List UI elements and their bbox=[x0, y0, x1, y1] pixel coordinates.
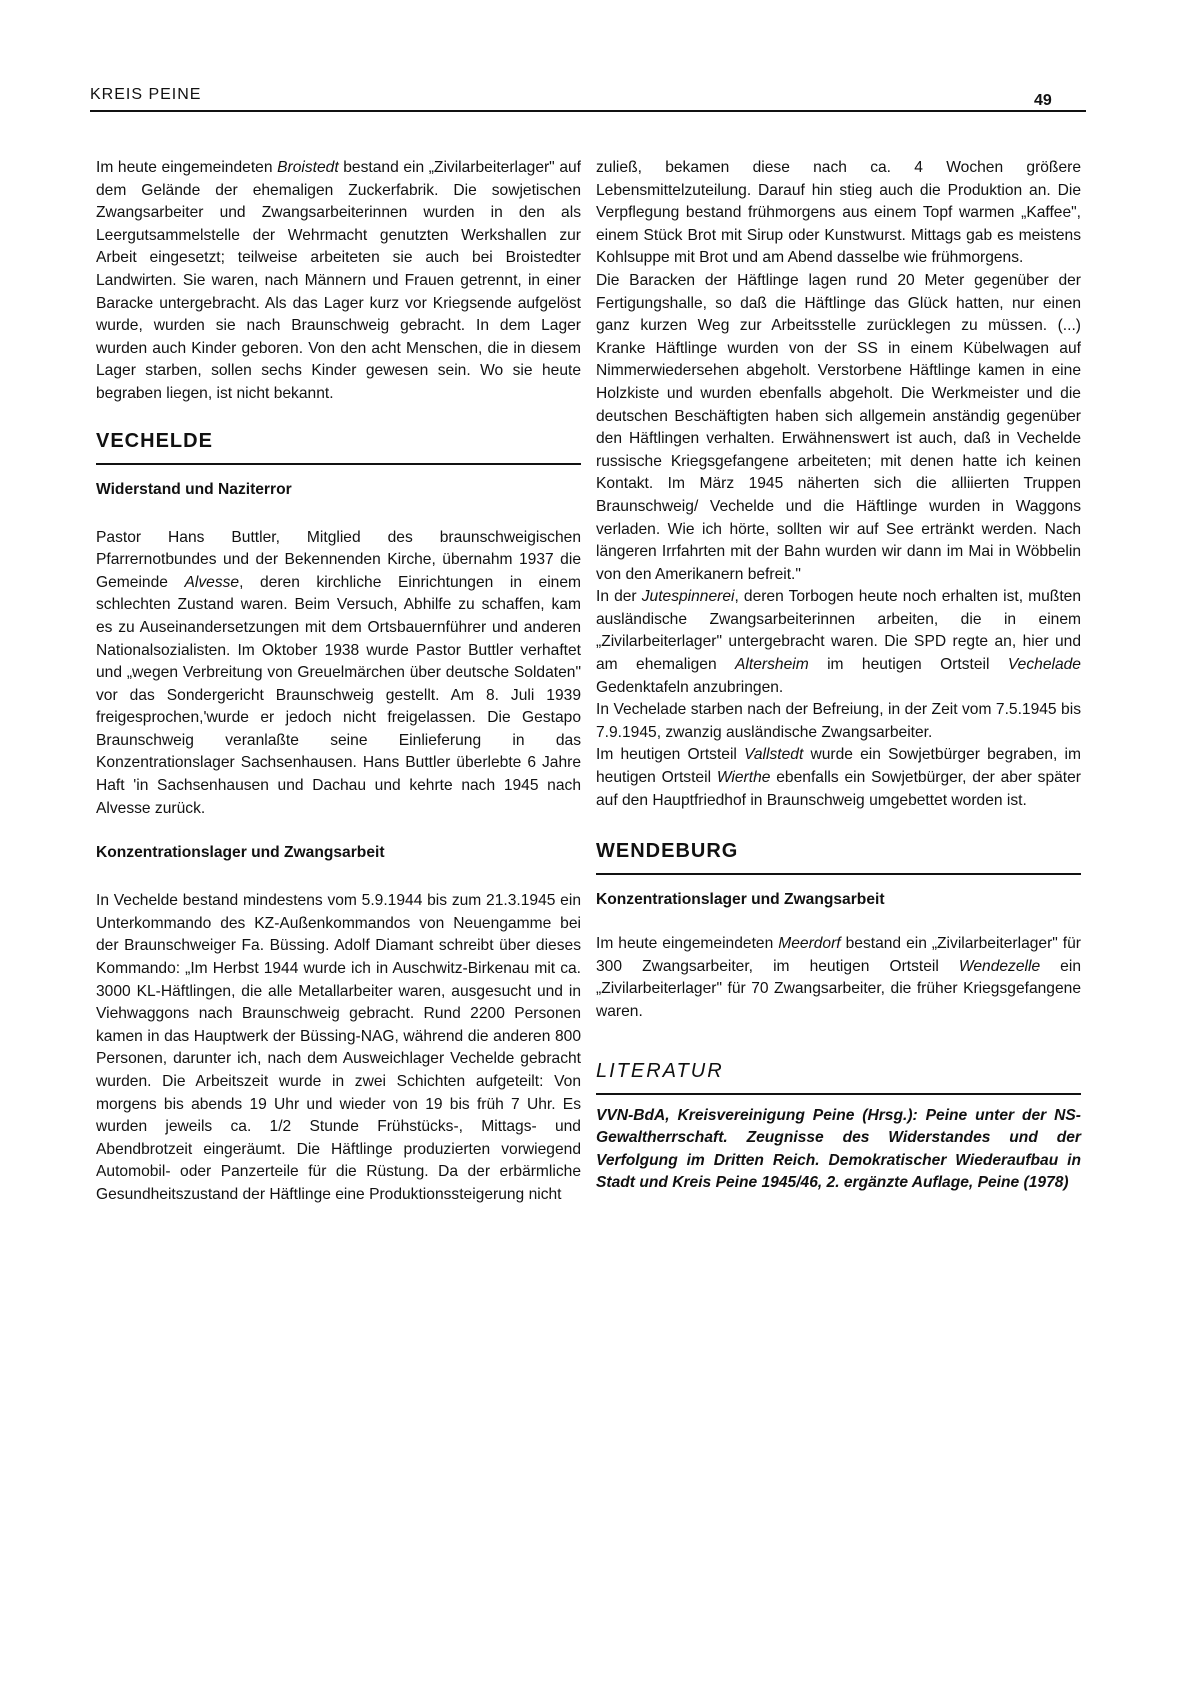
section-rule bbox=[596, 873, 1081, 875]
subheading: Konzentrationslager und Zwangsarbeit bbox=[596, 891, 885, 909]
place-name: Wendezelle bbox=[958, 957, 1041, 975]
section-title-vechelde: VECHELDE bbox=[96, 429, 213, 452]
intro-paragraph: Im heute eingemeindeten Broistedt bestand ein „Zivilarbeiterlager" auf dem Gelände der ehemaligen Zuckerfabrik. Die sowjetischen Zwangsarbeiter und Zwangsarbeiterinnen wurden in den als Leergutsammelstelle der Wehrmacht genutzten Werkshallen zur Arbeit eingesetzt; teilweise arbeiteten sie auch bei Broistedter Landwirten. Sie waren, nach Männern und Frauen getrennt, in einer Baracke untergebracht. Als das Lager kurz vor Kriegsende aufgelöst wurde, wurden sie nach Braunschweig gebracht. In dem Lager wurden auch Kinder geboren. Von den acht Menschen, die in diesem Lager starben, sollen sechs Kinder gewesen sein. Wo sie heute begraben liegen, ist nicht bekannt. bbox=[96, 159, 581, 402]
subheading: Widerstand und Naziterror bbox=[96, 480, 292, 498]
place-name: Jutespinnerei bbox=[641, 588, 735, 606]
buttler-paragraph: Pastor Hans Buttler, Mitglied des braunschweigischen Pfarrernotbundes und der Bekennenden Kirche, übernahm 1937 die Gemeinde Alvesse, deren kirchliche Einrichtungen in einem schlechten Zustand waren. Beim Versuch, Abhilfe zu schaffen, kam es zu Auseinandersetzungen mit dem Ortsbauernführer und anderen Nationalsozialisten. Im Oktober 1938 wurde Pastor Buttler verhaftet und „wegen Verbreitung von Greuelmärchen über deutsche Soldaten" vor das Sondergericht Braunschweig gestellt. Am 8. Juli 1939 freigesprochen,'wurde er jedoch nicht freigelassen. Die Gestapo Braunschweig veranlaßte seine Einlieferung in das Konzentrationslager Sachsenhausen. Hans Buttler überlebte 6 Jahre Haft 'in Sachsenhausen und Dachau und kehrte nach 1945 nach Alvesse zurück. bbox=[96, 528, 582, 817]
section-rule bbox=[596, 1093, 1081, 1095]
baracken-paragraph: Die Baracken der Häftlinge lagen rund 20 Meter gegenüber der Fertigungshalle, so daß die Häftlinge das Glück hatten, nur einen ganz kurzen Weg zur Arbeitsstelle zurücklegen zu müssen. (...) Kranke Häftlinge wurden von der SS in einem Kübelwagen auf Nimmerwiedersehen abgeholt. Verstorbene Häftlinge kamen in eine Holzkiste und wurden ebenfalls abgeholt. Die Werkmeister und die deutschen Beschäftigten haben sich allgemein anständig gegenüber den Häftlingen verhalten. Erwähnenswert ist auch, daß in Vechelde russische Kriegsgefangene arbeiteten; mit denen hatte ich keinen Kontakt. Im März 1945 näherten sich die alliierten Truppen Braunschweig/ Vechelde und die Häftlinge wurden in Waggons verladen. Wie ich hörte, sollten wir auf See ertränkt werden. Nach längeren Irrfahrten mit der Bahn wurden wir dann im Mai in Wöbbelin von den Amerikanern befreit." bbox=[596, 271, 1081, 583]
place-name: Wierthe bbox=[716, 769, 771, 787]
place-name: Broistedt bbox=[277, 159, 339, 176]
page-number: 49 bbox=[1034, 92, 1052, 109]
place-name: Vallstedt bbox=[744, 746, 804, 764]
place-name: Alvesse bbox=[184, 573, 240, 591]
jutespinnerei-paragraph: In der Jutespinnerei, deren Torbogen heute noch erhalten ist, mußten ausländische Zwangsarbeiterinnen arbeiten, die in einem „Zivilarbeiterlager" untergebracht waren. Die SPD regte an, hier und am ehemaligen Altersheim im heutigen Ortsteil Vechelade Gedenktafeln anzubringen. bbox=[596, 588, 1081, 696]
place-name: Vechelade bbox=[1007, 656, 1081, 674]
header-rule bbox=[90, 110, 1086, 112]
literature-reference: VVN-BdA, Kreisvereinigung Peine (Hrsg.): Peine unter der NS-Gewaltherrschaft. Zeugnisse des Widerstandes und der Verfolgung im Dritten Reich. Demokratischer Wiederaufbau in Stadt und Kreis Peine 1945/46, 2. ergänzte Auflage, Peine (1978) bbox=[596, 1106, 1081, 1192]
kz-paragraph: In Vechelde bestand mindestens vom 5.9.1944 bis zum 21.3.1945 ein Unterkommando des KZ-Außenkommandos von Neuengamme bei der Braunschweiger Fa. Büssing. Adolf Diamant schreibt über dieses Kommando: „Im Herbst 1944 wurde ich in Auschwitz-Birkenau mit ca. 3000 KL-Häftlingen, die alle Metallarbeiter waren, ausgesucht und in Viehwaggons nach Braunschweig gebracht. Rund 2200 Personen kamen in das Hauptwerk der Büssing-NAG, während die anderen 800 Personen, darunter ich, nach dem Ausweichlager Vechelde gebracht wurden. Die Arbeitszeit wurde in zwei Schichten aufgeteilt: Von morgens bis abends 19 Uhr und wieder von 19 bis früh 7 Uhr. Es wurden jeweils ca. 1/2 Stunde Frühstücks-, Mittags- und Abendbrotzeit eingeräumt. Die Häftlinge produzierten vorwiegend Automobil- oder Panzerteile für die Rüstung. Da der erbärmliche Gesundheitszustand der Häftlinge eine Produktionssteigerung nicht bbox=[96, 892, 581, 1203]
running-header: KREIS PEINE bbox=[90, 86, 202, 103]
left-column bbox=[96, 157, 581, 1207]
subheading: Konzentrationslager und Zwangsarbeit bbox=[96, 844, 385, 862]
wendeburg-paragraph: Im heute eingemeindeten Meerdorf bestand ein „Zivilarbeiterlager" für 300 Zwangsarbeiter, im heutigen Ortsteil Wendezelle ein „Zivilarbeiterlager" für 70 Zwangsarbeiter, die früher Kriegsgefangene waren. bbox=[596, 935, 1081, 1020]
starben-paragraph: In Vechelade starben nach der Befreiung, in der Zeit vom 7.5.1945 bis 7.9.1945, zwanzig ausländische Zwangsarbeiter. bbox=[596, 701, 1081, 741]
section-title-wendeburg: WENDEBURG bbox=[596, 840, 739, 863]
place-name: Meerdorf bbox=[778, 935, 841, 953]
right-column bbox=[596, 157, 1081, 1195]
continued-paragraph: zuließ, bekamen diese nach ca. 4 Wochen größere Lebensmittelzuteilung. Darauf hin stieg auch die Produktion an. Die Verpflegung bestand frühmorgens aus einem Topf warmen „Kaffee", einem Stück Brot mit Sirup oder Kunstwurst. Mittags gab es meistens Kohlsuppe mit Brot und am Abend dasselbe wie frühmorgens. bbox=[596, 159, 1081, 267]
vallstedt-paragraph: Im heutigen Ortsteil Vallstedt wurde ein Sowjetbürger begraben, im heutigen Ortsteil Wierthe ebenfalls ein Sowjetbürger, der aber später auf den Hauptfriedhof in Braunschweig umgebettet worden ist. bbox=[596, 746, 1081, 809]
section-title-literatur: LITERATUR bbox=[596, 1059, 724, 1082]
section-rule bbox=[96, 463, 581, 465]
place-name: Altersheim bbox=[735, 656, 809, 674]
